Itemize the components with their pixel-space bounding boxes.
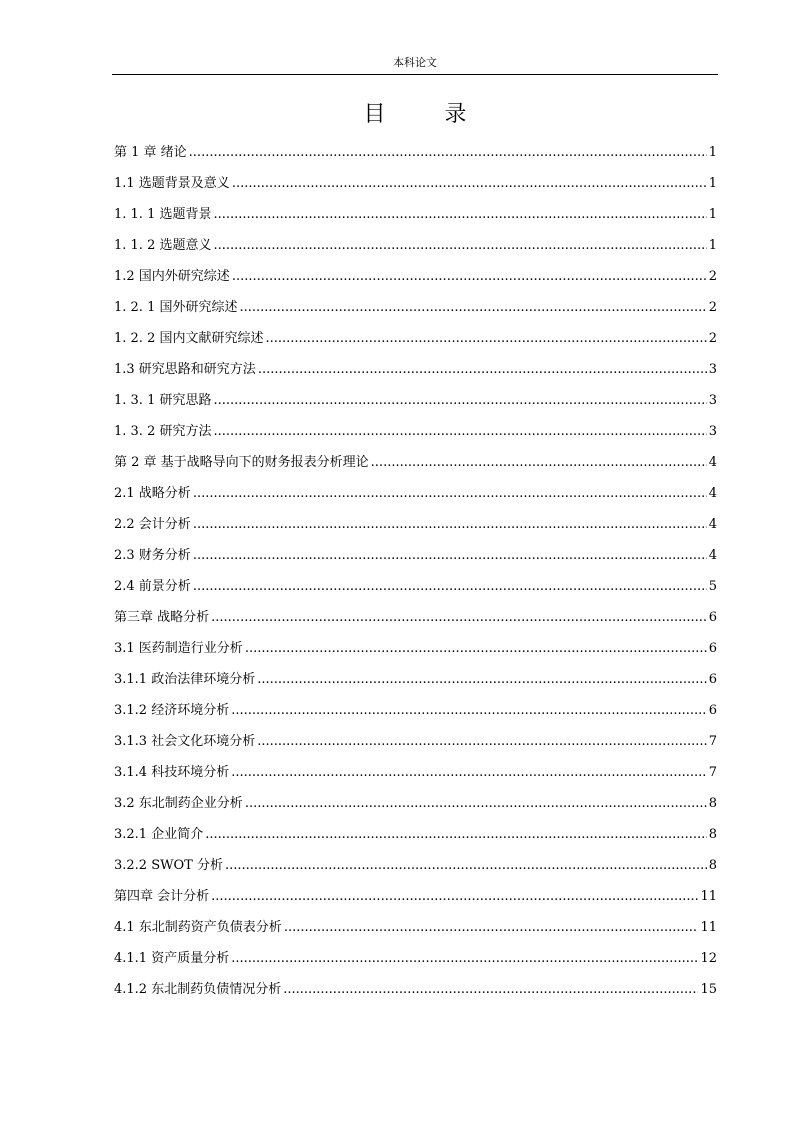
- toc-entry[interactable]: [114, 574, 717, 605]
- toc-dot-leader: [193, 543, 707, 569]
- toc-dot-leader: [245, 636, 707, 662]
- toc-entry-page-number: 4: [708, 517, 717, 532]
- toc-entry-page-number: 1: [708, 238, 717, 253]
- toc-dot-leader: [245, 791, 707, 817]
- toc-dot-leader: [257, 667, 707, 693]
- toc-entry-label: 3.1.1 政治法律环境分析: [114, 672, 256, 687]
- toc-entry[interactable]: [114, 357, 717, 388]
- toc-dot-leader: [213, 388, 706, 414]
- toc-entry[interactable]: [114, 791, 717, 822]
- toc-entry-page-number: 8: [708, 858, 717, 873]
- toc-entry-page-number: 6: [708, 672, 717, 687]
- toc-dot-leader: [189, 140, 707, 166]
- toc-entry[interactable]: [114, 326, 717, 357]
- toc-entry-label: 4.1.1 资产质量分析: [114, 951, 230, 966]
- toc-dot-leader: [371, 450, 707, 476]
- toc-entry[interactable]: [114, 419, 717, 450]
- toc-entry-page-number: 5: [708, 579, 717, 594]
- toc-entry-page-number: 6: [708, 610, 717, 625]
- toc-entry-page-number: 4: [708, 455, 717, 470]
- toc-dot-leader: [231, 698, 707, 724]
- toc-entry-page-number: 8: [708, 827, 717, 842]
- toc-entry-label: 4.1 东北制药资产负债表分析: [114, 920, 282, 935]
- toc-dot-leader: [257, 729, 707, 755]
- toc-entry-label: 1. 2. 2 国内文献研究综述: [114, 331, 264, 346]
- toc-entry-label: 3.1.4 科技环境分析: [114, 765, 230, 780]
- toc-dot-leader: [225, 853, 707, 879]
- toc-entry[interactable]: [114, 543, 717, 574]
- toc-entry-page-number: 11: [700, 920, 717, 935]
- toc-dot-leader: [284, 915, 699, 941]
- toc-entry[interactable]: [114, 884, 717, 915]
- toc-dot-leader: [193, 574, 707, 600]
- toc-entry[interactable]: [114, 915, 717, 946]
- toc-list: [114, 140, 717, 1008]
- toc-entry[interactable]: [114, 295, 717, 326]
- toc-entry-label: 4.1.2 东北制药负债情况分析: [114, 982, 282, 997]
- toc-entry[interactable]: [114, 822, 717, 853]
- toc-entry-label: 1. 2. 1 国外研究综述: [114, 300, 238, 315]
- toc-title: 目 录: [363, 102, 493, 127]
- toc-dot-leader: [193, 481, 707, 507]
- toc-entry-page-number: 3: [708, 362, 717, 377]
- toc-entry[interactable]: [114, 667, 717, 698]
- toc-entry-page-number: 6: [708, 641, 717, 656]
- toc-entry[interactable]: [114, 977, 717, 1008]
- toc-entry-label: 1. 3. 1 研究思路: [114, 393, 212, 408]
- toc-dot-leader: [265, 326, 706, 352]
- toc-dot-leader: [193, 512, 707, 538]
- toc-entry-label: 第四章 会计分析: [114, 889, 210, 904]
- toc-entry-page-number: 7: [708, 734, 717, 749]
- toc-entry[interactable]: [114, 171, 717, 202]
- toc-dot-leader: [231, 760, 707, 786]
- toc-entry-page-number: 1: [708, 176, 717, 191]
- toc-entry-label: 1.1 选题背景及意义: [114, 176, 230, 191]
- toc-dot-leader: [213, 202, 706, 228]
- toc-entry-page-number: 2: [708, 331, 717, 346]
- toc-entry-page-number: 2: [708, 269, 717, 284]
- toc-entry-page-number: 3: [708, 393, 717, 408]
- toc-entry-page-number: 4: [708, 486, 717, 501]
- toc-entry-page-number: 11: [700, 889, 717, 904]
- toc-entry[interactable]: [114, 233, 717, 264]
- toc-entry-label: 1. 3. 2 研究方法: [114, 424, 212, 439]
- toc-entry[interactable]: [114, 636, 717, 667]
- toc-entry[interactable]: [114, 140, 717, 171]
- toc-entry-label: 1. 1. 2 选题意义: [114, 238, 212, 253]
- toc-entry-label: 2.3 财务分析: [114, 548, 191, 563]
- toc-entry[interactable]: [114, 698, 717, 729]
- toc-entry-label: 第 1 章 绪论: [114, 145, 187, 160]
- toc-entry-label: 1. 1. 1 选题背景: [114, 207, 212, 222]
- toc-entry-label: 第 2 章 基于战略导向下的财务报表分析理论: [114, 455, 369, 470]
- toc-entry[interactable]: [114, 605, 717, 636]
- toc-entry[interactable]: [114, 729, 717, 760]
- toc-entry-label: 3.2 东北制药企业分析: [114, 796, 243, 811]
- toc-entry[interactable]: [114, 264, 717, 295]
- toc-entry[interactable]: [114, 481, 717, 512]
- toc-dot-leader: [213, 233, 706, 259]
- toc-entry-page-number: 7: [708, 765, 717, 780]
- toc-entry-label: 1.2 国内外研究综述: [114, 269, 230, 284]
- toc-entry-page-number: 4: [708, 548, 717, 563]
- toc-entry-page-number: 8: [708, 796, 717, 811]
- header-rule: [112, 74, 718, 75]
- toc-entry-page-number: 1: [708, 207, 717, 222]
- toc-dot-leader: [231, 946, 698, 972]
- toc-entry-label: 第三章 战略分析: [114, 610, 210, 625]
- toc-entry-label: 3.2.1 企业简介: [114, 827, 204, 842]
- toc-dot-leader: [211, 884, 698, 910]
- toc-dot-leader: [205, 822, 707, 848]
- toc-entry-label: 3.2.2 SWOT 分析: [114, 858, 223, 873]
- toc-entry[interactable]: [114, 853, 717, 884]
- toc-dot-leader: [232, 171, 707, 197]
- toc-dot-leader: [283, 977, 698, 1003]
- toc-entry-label: 2.1 战略分析: [114, 486, 191, 501]
- toc-entry-label: 1.3 研究思路和研究方法: [114, 362, 256, 377]
- toc-entry-page-number: 1: [708, 145, 717, 160]
- toc-entry[interactable]: [114, 946, 717, 977]
- toc-entry-label: 2.2 会计分析: [114, 517, 191, 532]
- toc-dot-leader: [211, 605, 707, 631]
- toc-dot-leader: [258, 357, 707, 383]
- toc-entry-page-number: 2: [708, 300, 717, 315]
- toc-entry-page-number: 15: [700, 982, 717, 997]
- toc-entry[interactable]: [114, 202, 717, 233]
- toc-dot-leader: [232, 264, 707, 290]
- toc-entry-label: 3.1.3 社会文化环境分析: [114, 734, 256, 749]
- toc-entry-label: 3.1.2 经济环境分析: [114, 703, 230, 718]
- toc-entry[interactable]: [114, 760, 717, 791]
- toc-entry[interactable]: [114, 512, 717, 543]
- toc-dot-leader: [239, 295, 706, 321]
- toc-entry-page-number: 12: [700, 951, 717, 966]
- toc-entry-label: 2.4 前景分析: [114, 579, 191, 594]
- toc-entry-page-number: 3: [708, 424, 717, 439]
- toc-entry[interactable]: [114, 388, 717, 419]
- toc-entry-label: 3.1 医药制造行业分析: [114, 641, 243, 656]
- toc-dot-leader: [213, 419, 706, 445]
- toc-entry[interactable]: [114, 450, 717, 481]
- toc-entry-page-number: 6: [708, 703, 717, 718]
- running-header: 本科论文: [393, 56, 437, 69]
